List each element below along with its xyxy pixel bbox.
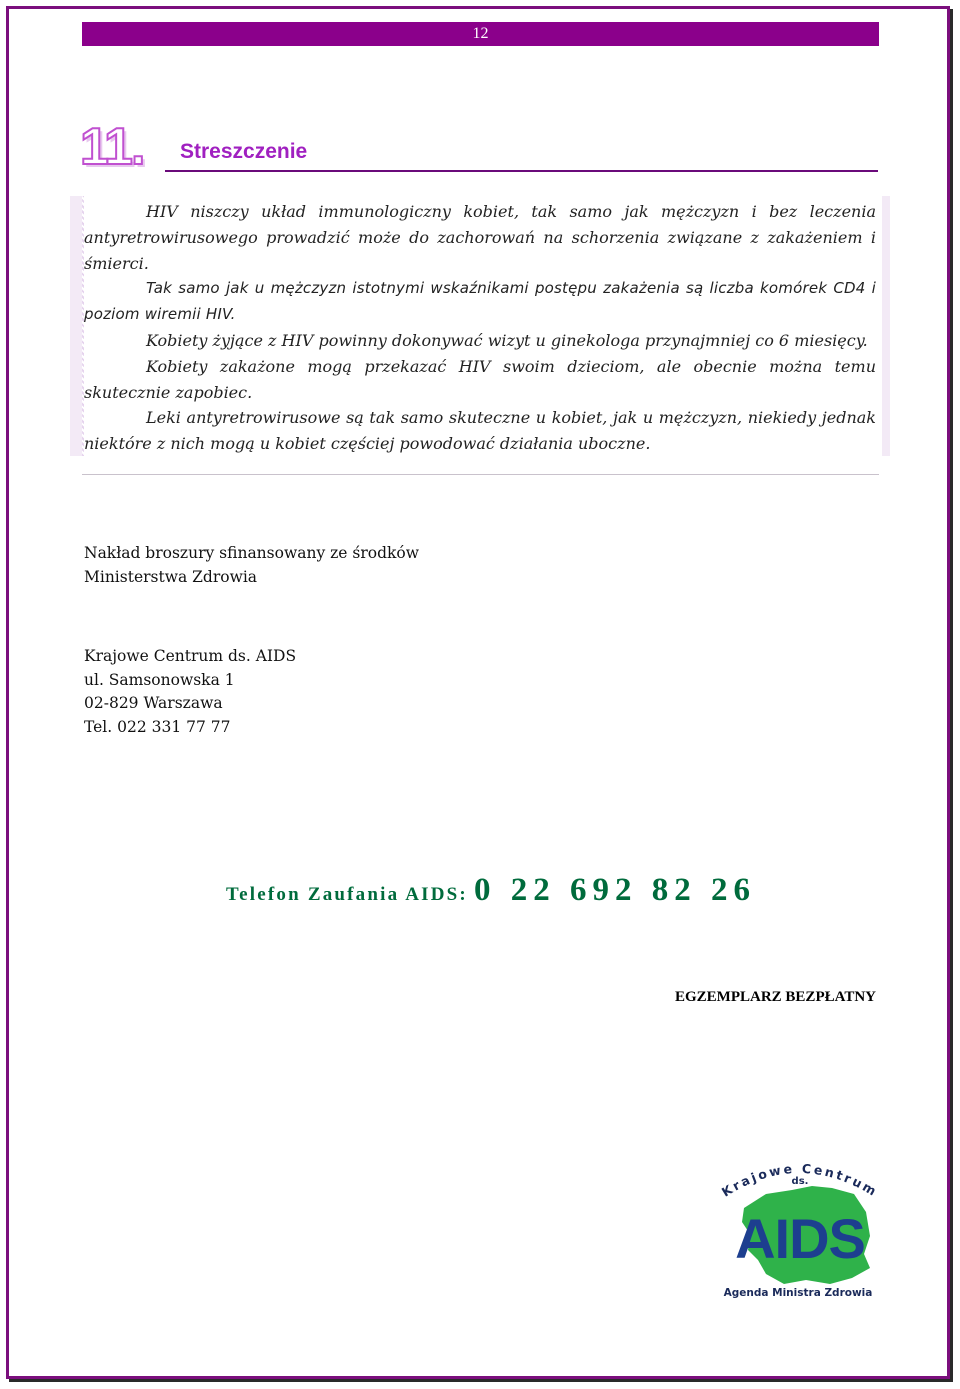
logo-mid-text: ds.: [791, 1176, 809, 1187]
logo-main-text: AIDS: [735, 1207, 865, 1270]
section-title: Streszczenie: [180, 140, 308, 163]
hotline-label: Telefon Zaufania AIDS:: [226, 884, 468, 905]
logo-top-text: Krajowe Centrum: [718, 1160, 881, 1200]
section-separator: [82, 474, 879, 475]
address-phone: Tel. 022 331 77 77: [84, 717, 231, 736]
page-header: [82, 22, 879, 46]
free-copy-note: EGZEMPLARZ BEZPŁATNY: [675, 989, 876, 1005]
summary-paragraph: Leki antyretrowirusowe są tak samo skuteczne u kobiet, jak u mężczyzn, niekiedy jednak niektóre z nich mogą u kobiet częściej powodować działania uboczne.: [84, 408, 876, 454]
title-divider: [165, 170, 878, 172]
page-number: 12: [472, 25, 489, 42]
funding-line: Ministerstwa Zdrowia: [84, 568, 258, 586]
summary-paragraph: Tak samo jak u mężczyzn istotnymi wskaźnikami postępu zakażenia są liczba komórek CD4 i poziom wiremii HIV.: [84, 279, 876, 324]
funding-note: [84, 541, 419, 589]
summary-paragraph: HIV niszczy układ immunologiczny kobiet, tak samo jak mężczyzn i bez leczenia antyretrowirusowego prowadzić może do zachorowań na schorzenia związane z zakażeniem i śmierci.: [84, 202, 876, 273]
address-org: Krajowe Centrum ds. AIDS: [84, 647, 297, 665]
address-city: 02-829 Warszawa: [84, 694, 223, 712]
aids-centre-logo: [714, 1150, 884, 1310]
hotline: [226, 872, 756, 909]
address-street: ul. Samsonowska 1: [84, 670, 235, 689]
summary-text: [84, 199, 876, 457]
funding-line: Nakład broszury sfinansowany ze środków: [84, 544, 420, 562]
hotline-number: 0 22 692 82 26: [473, 872, 756, 908]
summary-paragraph: Kobiety żyjące z HIV powinny dokonywać wizyt u ginekologa przynajmniej co 6 miesięcy.: [146, 330, 868, 350]
section-number: 11.: [80, 118, 144, 176]
logo-bottom-text: Agenda Ministra Zdrowia: [723, 1287, 873, 1299]
contact-address: [84, 645, 296, 739]
summary-paragraph: Kobiety zakażone mogą przekazać HIV swoim dzieciom, ale obecnie można temu skutecznie zapobiec.: [84, 356, 876, 402]
